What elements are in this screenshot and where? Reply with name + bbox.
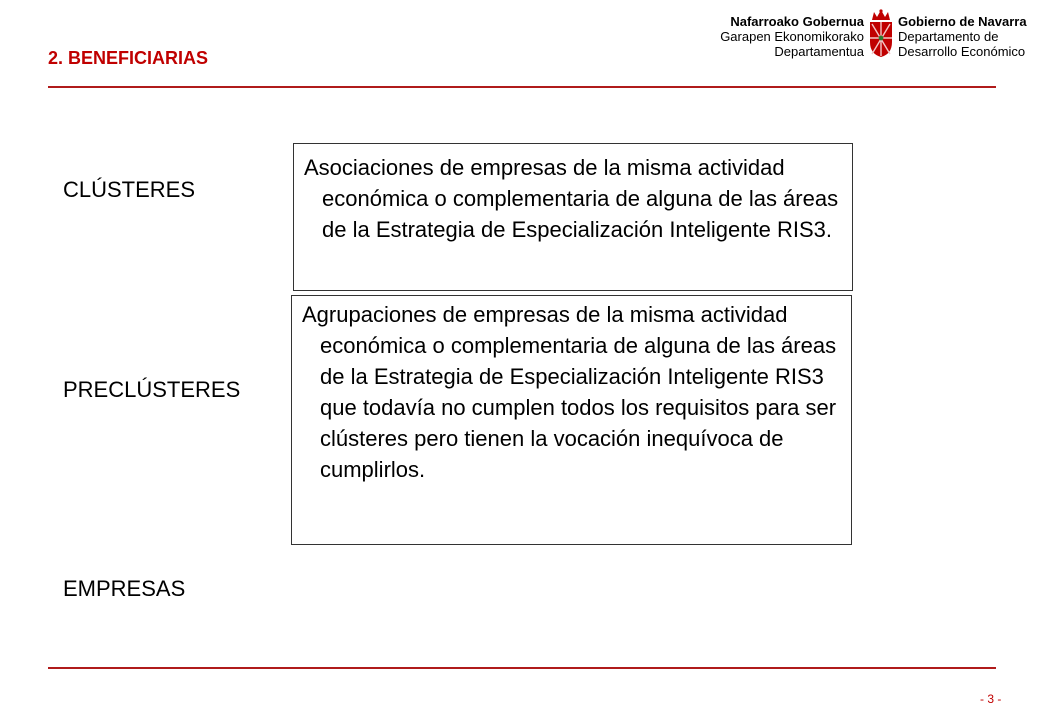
definition-clusters: Asociaciones de empresas de la misma actividad económica o complementaria de alguna de las áreas de la Estrategia de Especialización Inteligente RIS3. [304,155,839,242]
term-companies: EMPRESAS [63,576,186,601]
logo-spanish-line3: Desarrollo Económico [898,44,1026,59]
definition-box-clusters [293,143,853,291]
logo-basque-line1: Nafarroako Gobernua [730,14,864,29]
logo-basque-line2: Garapen Ekonomikorako [720,29,864,44]
term-clusters: CLÚSTERES [63,177,196,202]
navarra-shield-icon [868,8,894,58]
header-divider [48,86,996,88]
definition-box-preclusters [291,295,852,545]
definition-preclusters: Agrupaciones de empresas de la misma actividad económica o complementaria de alguna de las áreas de la Estrategia de Especialización Inteligente RIS3 que todavía no cumplen todos los requisitos para ser clústeres pero tienen la vocación inequívoca de cumplirlos. [302,302,837,482]
section-title: 2. BENEFICIARIAS [48,48,209,68]
logo-spanish-line2: Departamento de [898,29,999,44]
logo-spanish-text [898,14,1027,59]
government-logo [718,6,1028,68]
logo-basque-line3: Departamentua [774,44,864,59]
page-number: - 3 - [980,692,1002,706]
logo-spanish-line1: Gobierno de Navarra [898,14,1027,29]
term-preclusters: PRECLÚSTERES [63,377,241,402]
footer-divider [48,667,996,669]
logo-basque-text [718,14,864,59]
